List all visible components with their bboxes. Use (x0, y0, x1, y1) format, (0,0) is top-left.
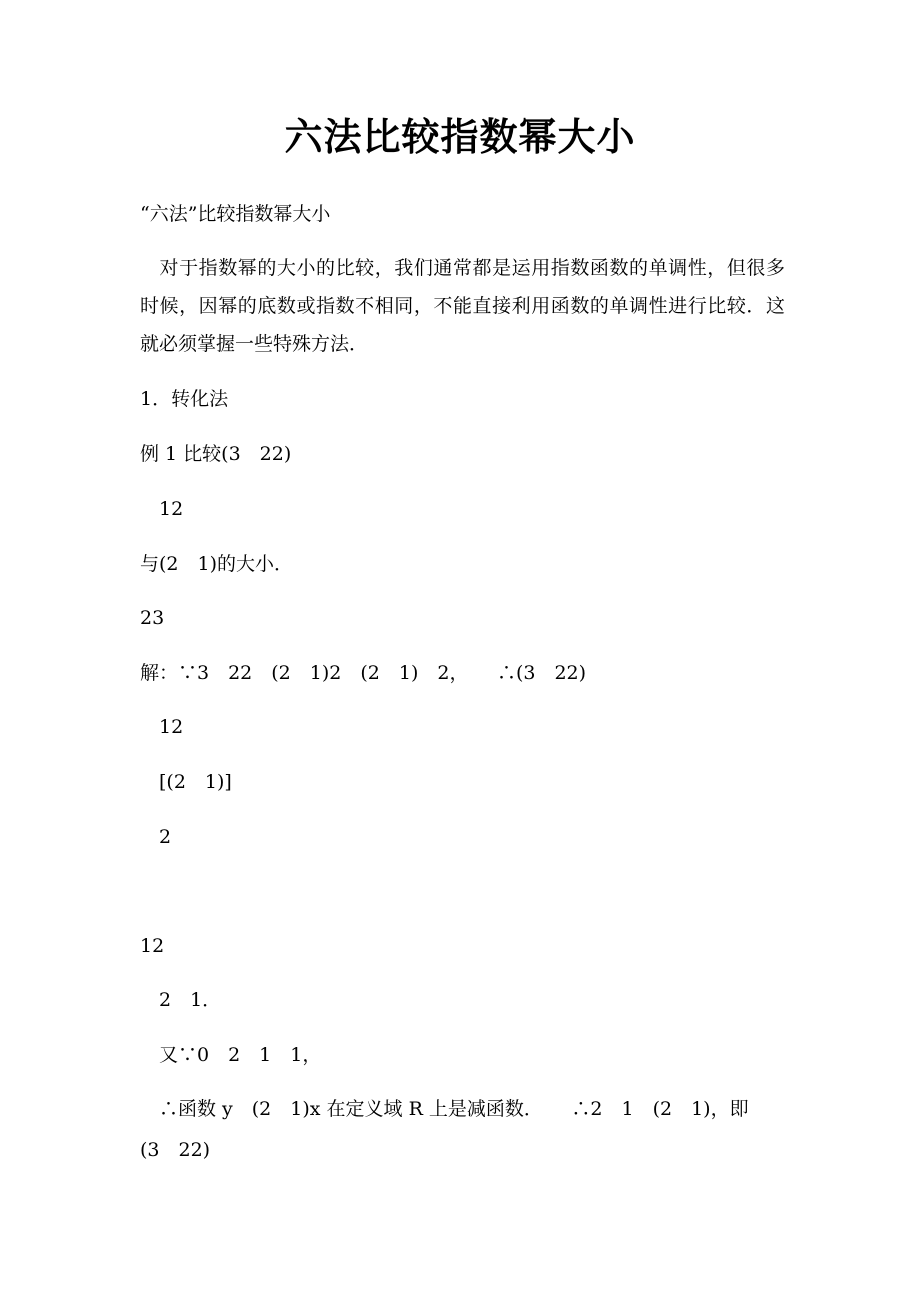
compare-line: 与(2 1)的大小． (140, 553, 294, 575)
page-title: 六法比较指数幂大小 (284, 114, 636, 159)
exponent-text: 2 (159, 826, 172, 848)
example-line: 例 1 比较(3 22) (140, 443, 292, 465)
solution-line: 解：∵3 22 (2 1)2 (2 1) 2， ∴(3 22) (140, 662, 587, 684)
intro-paragraph: 对于指数幂的大小的比较，我们通常都是运用指数函数的单调性，但很多时候，因幂的底数或指数不相同，不能直接利用函数的单调性进行比较．这就必须掌握一些特殊方法． (140, 257, 785, 355)
exponent-text: 12 (140, 935, 165, 957)
conclusion-line-continued: (3 22) (140, 1139, 211, 1161)
condition-line: 又∵0 2 1 1， (159, 1044, 322, 1066)
exponent-text: 12 (159, 716, 184, 738)
bracket-expression: [(2 1)] (159, 771, 232, 793)
conclusion-line: ∴函数 y (2 1)x 在定义域 R 上是减函数． ∴2 1 (2 1)，即 (159, 1098, 749, 1120)
exponent-text: 12 (159, 498, 184, 520)
subtitle: “六法”比较指数幂大小 (140, 203, 331, 225)
exponent-text: 23 (140, 607, 165, 629)
result-line: 2 1． (159, 989, 222, 1011)
section-heading: 1．转化法 (140, 388, 229, 410)
